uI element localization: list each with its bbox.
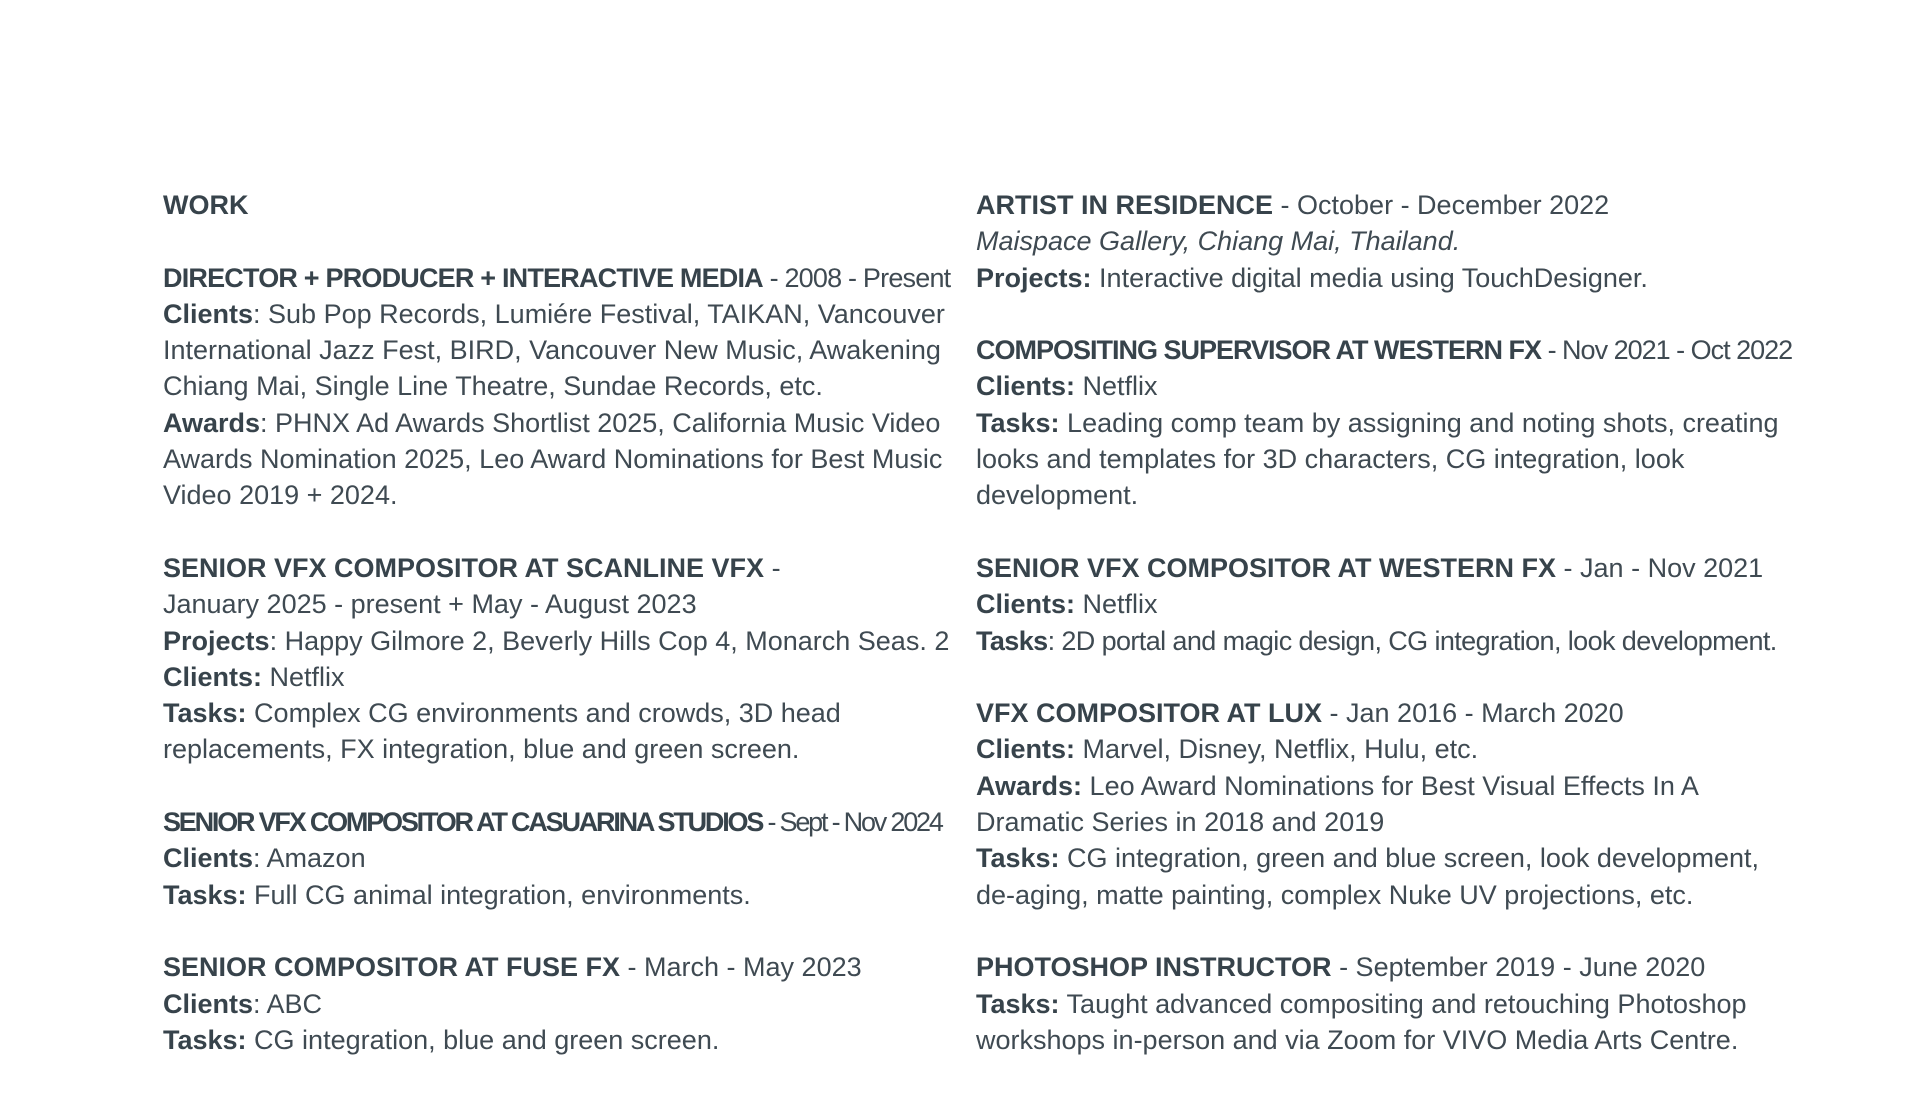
job-dates: - Nov 2021 - Oct 2022 <box>1541 335 1793 366</box>
clients-line <box>163 986 953 1022</box>
clients-label: Clients: <box>976 371 1076 402</box>
awards-text: Dramatic Series in 2018 and 2019 <box>976 807 1385 838</box>
tasks-label: Tasks: <box>976 407 1060 438</box>
job-dates: - Jan 2016 - March 2020 <box>1322 698 1624 729</box>
spacer <box>163 514 953 550</box>
tasks-label: Tasks: <box>163 1024 247 1055</box>
tasks-text: replacements, FX integration, blue and green screen. <box>163 734 800 765</box>
job-dates: - October - December 2022 <box>1273 190 1610 220</box>
tasks-text: de-aging, matte painting, complex Nuke UV projections, etc. <box>976 879 1694 910</box>
clients-text: Netflix <box>1075 371 1158 402</box>
projects-text: Interactive digital media using TouchDesigner. <box>1091 262 1648 293</box>
clients-text: Marvel, Disney, Netflix, Hulu, etc. <box>1075 734 1479 765</box>
job-title: SENIOR VFX COMPOSITOR AT CASUARINA STUDIOS <box>163 807 763 838</box>
job-casuarina <box>163 804 953 913</box>
tasks-text: development. <box>976 480 1139 511</box>
clients-label: Clients: <box>163 661 263 692</box>
job-title: SENIOR COMPOSITOR AT FUSE FX <box>163 952 621 983</box>
tasks-text: workshops in-person and via Zoom for VIVO Media Arts Centre. <box>976 1024 1739 1055</box>
tasks-label: Tasks: <box>976 988 1060 1019</box>
job-dates: - September 2019 - June 2020 <box>1331 952 1706 983</box>
tasks-line <box>976 840 1796 876</box>
spacer <box>976 659 1796 695</box>
job-header <box>163 804 953 840</box>
job-title: VFX COMPOSITOR AT LUX <box>976 698 1323 729</box>
tasks-line <box>976 986 1796 1022</box>
job-header <box>163 949 953 985</box>
tasks-text: Taught advanced compositing and retouching Photoshop <box>1059 988 1747 1019</box>
clients-label: Clients: <box>976 734 1076 765</box>
tasks-line <box>976 623 1796 659</box>
tasks-line <box>163 1022 953 1058</box>
clients-line <box>163 659 953 695</box>
job-title: DIRECTOR + PRODUCER + INTERACTIVE MEDIA <box>163 262 763 293</box>
clients-text: : ABC <box>253 988 323 1019</box>
tasks-text: CG integration, green and blue screen, look development, <box>1059 843 1759 874</box>
tasks-text: Leading comp team by assigning and noting shots, creating <box>1059 407 1779 438</box>
awards-text: : PHNX Ad Awards Shortlist 2025, California Music Video <box>260 407 941 438</box>
spacer <box>976 296 1796 332</box>
clients-text: Netflix <box>262 661 345 692</box>
spacer <box>976 514 1796 550</box>
tasks-text: Complex CG environments and crowds, 3D head <box>246 698 841 729</box>
job-location: Maispace Gallery, Chiang Mai, Thailand. <box>976 226 1461 257</box>
clients-text: Chiang Mai, Single Line Theatre, Sundae Records, etc. <box>163 371 823 402</box>
job-director <box>163 260 953 514</box>
job-western-supervisor <box>976 332 1796 513</box>
job-header <box>976 332 1796 368</box>
right-column <box>976 187 1796 1058</box>
tasks-label: Tasks: <box>163 879 247 910</box>
job-fuse <box>163 949 953 1058</box>
clients-label: Clients <box>163 988 254 1019</box>
clients-line <box>976 731 1796 767</box>
tasks-label: Tasks: <box>163 698 247 729</box>
job-dates: January 2025 - present + May - August 2023 <box>163 589 697 620</box>
spacer <box>163 768 953 804</box>
job-lux <box>976 695 1796 913</box>
tasks-text: : 2D portal and magic design, CG integration, look development. <box>1047 625 1777 656</box>
tasks-line <box>163 695 953 731</box>
job-dates: - Sept - Nov 2024 <box>762 807 942 838</box>
job-title: ARTIST IN RESIDENCE <box>976 190 1274 220</box>
tasks-text: looks and templates for 3D characters, CG integration, look <box>976 444 1685 475</box>
tasks-line <box>976 405 1796 441</box>
left-column <box>163 187 953 1058</box>
job-residence <box>976 187 1796 296</box>
job-title: SENIOR VFX COMPOSITOR AT WESTERN FX <box>976 552 1557 583</box>
clients-line <box>163 840 953 876</box>
awards-text: Awards Nomination 2025, Leo Award Nominations for Best Music <box>163 444 943 475</box>
tasks-label: Tasks: <box>976 843 1060 874</box>
job-scanline <box>163 550 953 768</box>
spacer <box>976 913 1796 949</box>
projects-text: : Happy Gilmore 2, Beverly Hills Cop 4, Monarch Seas. 2 <box>269 625 950 656</box>
spacer <box>163 913 953 949</box>
job-title: SENIOR VFX COMPOSITOR AT SCANLINE VFX <box>163 552 765 583</box>
job-dates: - March - May 2023 <box>620 952 862 983</box>
job-dash: - <box>764 552 781 583</box>
job-header <box>163 260 953 296</box>
job-dates: - 2008 - Present <box>762 262 951 293</box>
job-western-compositor <box>976 550 1796 659</box>
clients-label: Clients <box>163 843 254 874</box>
clients-text: : Amazon <box>253 843 366 874</box>
tasks-line <box>163 877 953 913</box>
clients-line <box>976 368 1796 404</box>
job-title: COMPOSITING SUPERVISOR AT WESTERN FX <box>976 335 1542 366</box>
section-title: WORK <box>163 190 249 220</box>
projects-line <box>976 260 1796 296</box>
clients-line <box>163 296 953 332</box>
tasks-label: Tasks <box>976 625 1048 656</box>
projects-label: Projects <box>163 625 270 656</box>
spacer <box>163 223 953 259</box>
clients-text: Netflix <box>1075 589 1158 620</box>
tasks-text: CG integration, blue and green screen. <box>246 1024 720 1055</box>
awards-label: Awards <box>163 407 261 438</box>
job-header <box>976 550 1796 586</box>
awards-text: Leo Award Nominations for Best Visual Effects In A <box>1082 770 1699 801</box>
projects-label: Projects: <box>976 262 1092 293</box>
awards-text: Video 2019 + 2024. <box>163 480 398 511</box>
job-header <box>976 949 1796 985</box>
clients-label: Clients <box>163 298 254 329</box>
awards-label: Awards: <box>976 770 1083 801</box>
clients-label: Clients: <box>976 589 1076 620</box>
clients-text: International Jazz Fest, BIRD, Vancouver New Music, Awakening <box>163 335 941 366</box>
awards-line <box>163 405 953 441</box>
job-dates: - Jan - Nov 2021 <box>1556 552 1764 583</box>
clients-line <box>976 586 1796 622</box>
clients-text: : Sub Pop Records, Lumiére Festival, TAIKAN, Vancouver <box>253 298 945 329</box>
job-header <box>976 695 1796 731</box>
projects-line <box>163 623 953 659</box>
job-header <box>163 550 953 586</box>
tasks-text: Full CG animal integration, environments. <box>246 879 751 910</box>
job-photoshop <box>976 949 1796 1058</box>
job-header <box>976 187 1796 223</box>
job-title: PHOTOSHOP INSTRUCTOR <box>976 952 1332 983</box>
awards-line <box>976 768 1796 804</box>
